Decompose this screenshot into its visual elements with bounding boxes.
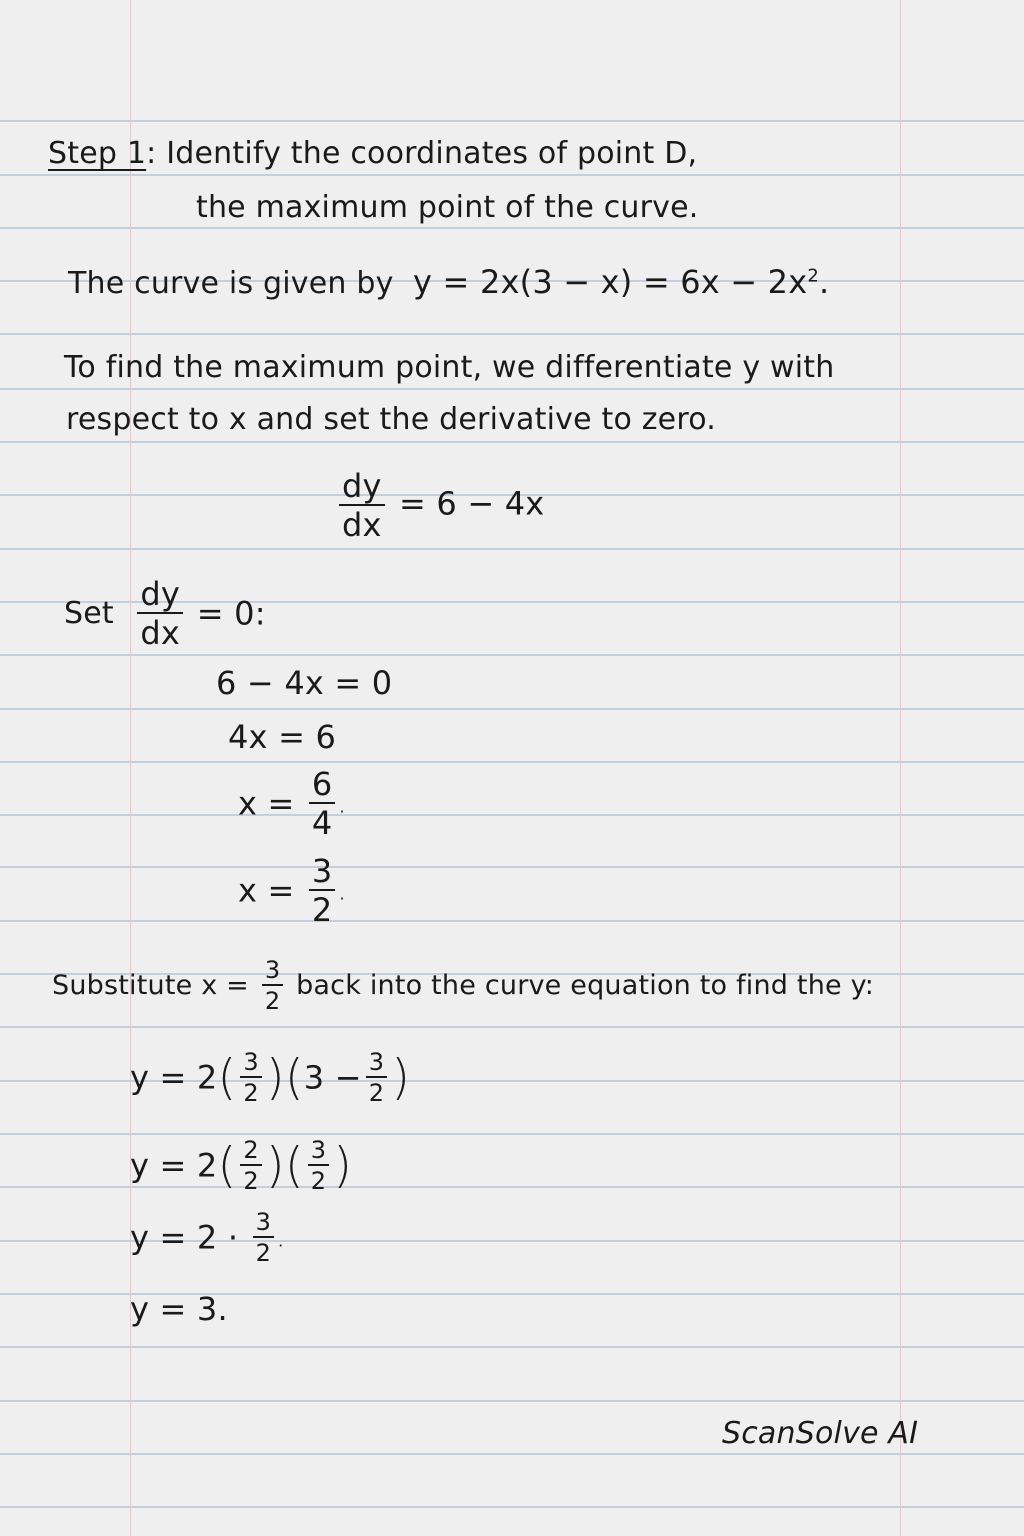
substitute-fraction xyxy=(262,958,283,1013)
derivative-equation xyxy=(335,467,545,544)
y-step-fraction xyxy=(366,1050,387,1105)
step-title-line2: the maximum point of the curve. xyxy=(196,190,699,225)
fraction-denominator: 2 xyxy=(255,1239,272,1267)
curve-definition xyxy=(68,263,829,301)
step-heading xyxy=(48,136,697,171)
brand-watermark: ScanSolve AI xyxy=(722,1416,919,1451)
solve-step-4 xyxy=(238,852,345,929)
ruled-line xyxy=(0,866,1024,868)
solve-step-2: 4x = 6 xyxy=(228,718,337,756)
ruled-line xyxy=(0,1133,1024,1135)
ruled-line xyxy=(0,388,1024,390)
y-step-4: y = 3. xyxy=(130,1290,228,1328)
fraction-denominator: 2 xyxy=(311,891,333,929)
set-label: Set xyxy=(64,596,114,631)
y-step-lhs: y = 2 xyxy=(130,1146,218,1185)
ruled-line xyxy=(0,708,1024,710)
ruled-line xyxy=(0,1346,1024,1348)
method-line2: respect to x and set the derivative to zero. xyxy=(66,402,716,437)
curve-intro: The curve is given by xyxy=(68,266,394,301)
ruled-line xyxy=(0,1400,1024,1402)
derivative-fraction xyxy=(339,467,385,544)
step-title-line1: Identify the coordinates of point D, xyxy=(166,136,698,171)
set-zero-rhs: = 0: xyxy=(196,594,266,633)
solve-step-3 xyxy=(238,765,345,842)
fraction-denominator: dx xyxy=(140,614,181,652)
fraction-denominator: dx xyxy=(342,506,382,544)
fraction-numerator: 3 xyxy=(262,958,283,986)
ruled-line xyxy=(0,333,1024,335)
curve-equation xyxy=(413,263,829,301)
fraction-numerator: 3 xyxy=(253,1210,274,1238)
y-step-mid: 3 − xyxy=(303,1058,362,1097)
ruled-line xyxy=(0,1453,1024,1455)
method-line1: To find the maximum point, we differentiate y with xyxy=(64,350,835,385)
substitute-after: back into the curve equation to find the y: xyxy=(296,970,875,1001)
right-margin-line xyxy=(900,0,901,1536)
fraction-numerator: 3 xyxy=(308,1138,329,1166)
fraction-denominator: 2 xyxy=(264,987,281,1015)
ruled-line xyxy=(0,227,1024,229)
solve-step-lhs: x = xyxy=(238,871,295,910)
solve-step-period: . xyxy=(339,884,345,904)
y-step-lhs: y = 2 · xyxy=(130,1218,239,1257)
fraction-denominator: 4 xyxy=(311,804,333,842)
fraction-numerator: 3 xyxy=(309,855,336,891)
fraction-numerator: dy xyxy=(137,578,183,614)
solve-step-1: 6 − 4x = 0 xyxy=(216,664,393,702)
y-step-fraction xyxy=(240,1050,261,1105)
solve-step-fraction xyxy=(309,852,336,929)
ruled-line xyxy=(0,441,1024,443)
curve-equation-exponent: 2 xyxy=(807,265,820,287)
fraction-numerator: 3 xyxy=(366,1050,387,1078)
y-step-3 xyxy=(130,1210,283,1265)
ruled-line xyxy=(0,120,1024,122)
ruled-line xyxy=(0,654,1024,656)
y-step-fraction xyxy=(240,1138,261,1193)
set-zero-line xyxy=(64,575,266,652)
fraction-denominator: 2 xyxy=(310,1167,327,1195)
fraction-numerator: dy xyxy=(339,470,385,506)
fraction-denominator: 2 xyxy=(243,1079,259,1107)
set-zero-fraction xyxy=(137,575,183,652)
solve-step-lhs: x = xyxy=(238,784,295,823)
curve-equation-end: . xyxy=(819,263,830,301)
step-colon: : xyxy=(146,136,157,171)
curve-equation-main: y = 2x(3 − x) = 6x − 2x xyxy=(413,263,808,301)
ruled-line xyxy=(0,1506,1024,1508)
fraction-denominator: 2 xyxy=(243,1167,259,1195)
ruled-line xyxy=(0,761,1024,763)
step-label: Step 1 xyxy=(48,136,147,171)
ruled-line xyxy=(0,1026,1024,1028)
fraction-denominator: 2 xyxy=(368,1079,385,1107)
ruled-line xyxy=(0,920,1024,922)
fraction-numerator: 2 xyxy=(240,1138,261,1166)
derivative-rhs: = 6 − 4x xyxy=(399,484,545,523)
fraction-numerator: 3 xyxy=(240,1050,261,1078)
substitute-before: Substitute x = xyxy=(52,970,250,1001)
y-step-lhs: y = 2 xyxy=(130,1058,218,1097)
y-step-fraction xyxy=(253,1210,274,1265)
ruled-line xyxy=(0,174,1024,176)
solve-step-fraction xyxy=(309,765,336,842)
substitute-line xyxy=(52,958,874,1013)
solve-step-period: . xyxy=(339,797,345,817)
y-step-2: y = 2( $\frac{2}{2}$ )( $\frac{3}{2}$ ) xyxy=(130,1136,353,1195)
ruled-line xyxy=(0,548,1024,550)
y-step-period: . xyxy=(278,1231,284,1251)
fraction-numerator: 6 xyxy=(309,768,336,804)
ruled-line xyxy=(0,814,1024,816)
y-step-fraction xyxy=(308,1138,329,1193)
y-step-1: y = 2( $\frac{3}{2}$ )(3 − $\frac{3}{2}$ ) xyxy=(130,1048,411,1107)
